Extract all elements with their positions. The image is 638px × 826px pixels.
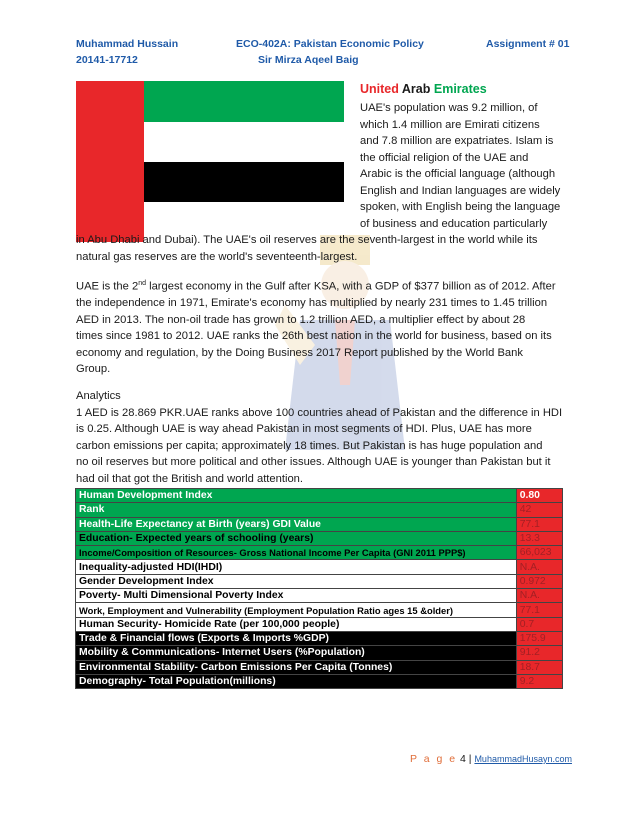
row-label: Rank (76, 503, 517, 517)
row-label: Education- Expected years of schooling (years) (76, 531, 517, 545)
economy-text: UAE is the 2 (76, 280, 139, 293)
footer-site-link[interactable]: MuhammadHusayn.com (474, 754, 572, 764)
table-row (76, 489, 563, 503)
row-value: 13.3 (516, 531, 562, 545)
intro-continued (76, 232, 537, 265)
intro-line: and 7.8 million are expatriates. Islam is (360, 135, 554, 147)
header-student-id: 20141-17712 (76, 54, 138, 66)
economy-line: Group. (76, 363, 111, 376)
table-row (76, 646, 563, 660)
table-row (76, 531, 563, 545)
table-row (76, 617, 563, 631)
table-row (76, 589, 563, 603)
intro-line: Arabic is the official language (although (360, 168, 556, 180)
intro-line: the official religion of the UAE and (360, 151, 529, 164)
page-label: P a g e (410, 753, 458, 765)
row-value: 0.7 (516, 617, 562, 631)
table-row (76, 503, 563, 517)
header-teacher: Sir Mirza Aqeel Baig (258, 54, 359, 66)
row-value: N.A. (516, 589, 562, 603)
table-row (76, 603, 563, 617)
row-value: 91.2 (516, 646, 562, 660)
economy-paragraph (76, 276, 556, 378)
analytics-line: no oil reserves but more political and other issues. Although UAE is younger than Pakistan but it (76, 456, 551, 468)
flag-white-band (144, 122, 344, 162)
row-label: Trade & Financial flows (Exports & Imports %GDP) (76, 631, 517, 645)
row-label: Human Security- Homicide Rate (per 100,000 people) (76, 617, 517, 631)
analytics-section (76, 388, 562, 487)
economy-line: the independence in 1971, Emirate's economy has multiplied by nearly 231 times to 1.45 trillion (76, 297, 548, 310)
table-row (76, 517, 563, 531)
row-label: Environmental Stability- Carbon Emissions Per Capita (Tonnes) (76, 660, 517, 674)
table-row (76, 560, 563, 574)
table-row (76, 631, 563, 645)
row-label: Demography- Total Population(millions) (76, 674, 517, 688)
uae-flag (76, 81, 344, 242)
row-label: Poverty- Multi Dimensional Poverty Index (76, 589, 517, 603)
economy-line: AED in 2013. The non-oil trade has grown to 1.2 trillion AED, a multiplier effect by about 28 (76, 313, 526, 326)
header-assignment: Assignment # 01 (486, 38, 570, 50)
flag-black-band (144, 162, 344, 202)
row-label: Human Development Index (76, 489, 517, 503)
intro-line: which 1.4 million are Emirati citizens (360, 118, 540, 131)
row-label: Health-Life Expectancy at Birth (years) GDI Value (76, 517, 517, 531)
page-footer (410, 753, 572, 765)
row-value: 9.2 (516, 674, 562, 688)
hdi-table (75, 488, 563, 689)
row-value: 0.80 (516, 489, 562, 503)
title-word-arab: Arab (401, 82, 431, 96)
intro-line: of business and education particularly (360, 217, 548, 230)
intro-line: in Abu Dhabi and Dubai). The UAE's oil reserves are the seventh-largest in the world while its (76, 234, 538, 246)
flag-green-band (144, 81, 344, 122)
economy-line (76, 276, 556, 295)
row-value: 77.1 (516, 603, 562, 617)
title-word-united: United (360, 82, 399, 96)
analytics-line: had oil that got the British and world attention. (76, 472, 304, 485)
intro-line: spoken, with English being the language (360, 201, 561, 213)
analytics-line: 1 AED is 28.869 PKR.UAE ranks above 100 countries ahead of Pakistan and the difference in HDI (76, 406, 563, 419)
header-author: Muhammad Hussain (76, 38, 179, 50)
row-value: 18.7 (516, 660, 562, 674)
economy-line: times since 1981 to 2012. UAE ranks the 26th best nation in the world for business, based on its (76, 330, 552, 343)
flag-red-band (76, 81, 144, 242)
row-value: 0.972 (516, 574, 562, 588)
row-label: Work, Employment and Vulnerability (Employment Population Ratio ages 15 &older) (76, 603, 517, 617)
row-label: Mobility & Communications- Internet Users (%Population) (76, 646, 517, 660)
superscript-nd: nd (138, 280, 146, 287)
table-row (76, 674, 563, 688)
row-value: 42 (516, 503, 562, 517)
page-number: 4 (460, 753, 466, 765)
analytics-line: is 0.25. Although UAE is way ahead Pakistan in most segments of HDI. Plus, UAE has more (76, 423, 532, 435)
analytics-line: carbon emissions per capita; approximately 18 times. But Pakistan is has huge population and (76, 439, 543, 452)
intro-line: English and Indian languages are widely (360, 184, 561, 197)
footer-separator: | (468, 753, 472, 765)
table-row (76, 660, 563, 674)
table-row (76, 574, 563, 588)
row-label: Income/Composition of Resources- Gross National Income Per Capita (GNI 2011 PPP$) (76, 546, 517, 560)
intro-paragraph (360, 100, 560, 232)
header-course: ECO-402A: Pakistan Economic Policy (236, 38, 424, 50)
economy-line: economy and regulation, by the Doing Business 2017 Report published by the World Bank (76, 346, 523, 359)
economy-text: largest economy in the Gulf after KSA, with a GDP of $377 billion as of 2012. After (145, 280, 556, 293)
row-value: 175.9 (516, 631, 562, 645)
intro-line: UAE's population was 9.2 million, of (360, 102, 538, 114)
analytics-heading: Analytics (76, 390, 121, 402)
row-label: Gender Development Index (76, 574, 517, 588)
intro-line: natural gas reserves are the world's seventeenth-largest. (76, 250, 358, 263)
row-value: 66,023 (516, 546, 562, 560)
row-value: 77.1 (516, 517, 562, 531)
country-title (360, 82, 487, 96)
row-label: Inequality-adjusted HDI(IHDI) (76, 560, 517, 574)
row-value: N.A. (516, 560, 562, 574)
title-word-emirates: Emirates (433, 82, 487, 96)
table-row (76, 546, 563, 560)
